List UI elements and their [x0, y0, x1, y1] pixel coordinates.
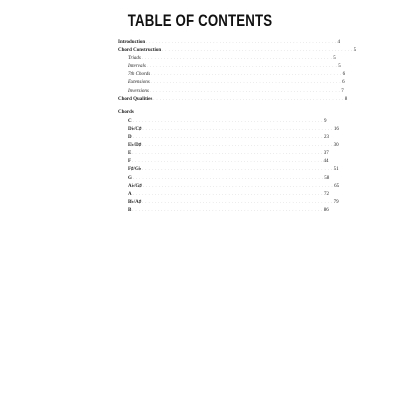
toc-page-number: 72 [324, 191, 330, 197]
toc-entry-chord-f-sharp[interactable] [118, 165, 339, 173]
toc-entry-label: Chord Construction [118, 48, 162, 54]
toc-page-number: 30 [333, 143, 339, 149]
toc-page-number: 4 [337, 40, 341, 45]
toc-entry-chord-ab[interactable] [118, 182, 340, 190]
toc-entry-label: B♭/A♯ [128, 199, 142, 205]
toc-entry-extensions[interactable] [118, 78, 345, 86]
toc-page-number: 16 [333, 126, 339, 132]
dot-leader: . . . . . . . . . . . . . . . . . . . . . . . . . . . . . . . . . . . . . . . . . . . . . . . . . . . . . . . . . . . . [162, 47, 353, 53]
toc-page-number: 23 [324, 135, 330, 141]
dot-leader: . . . . . . . . . . . . . . . . . . . . . . . . . . . . . . . . . . . . . . . . . . . . . . . . . . . . . . . . . . . . [153, 95, 344, 101]
toc-entry-chord-d[interactable] [118, 133, 330, 141]
dot-leader: . . . . . . . . . . . . . . . . . . . . . . . . . . . . . . . . . . . . . . . . . . . . . . . . . . . . . . . . . . . . [132, 150, 323, 156]
toc-entry-label: 7th Chords [128, 72, 151, 78]
toc-page-number: 51 [333, 167, 339, 173]
toc-page-number: 6 [342, 80, 345, 86]
toc-page-number: 5 [333, 56, 336, 62]
toc-entry-label: A [128, 191, 132, 197]
dot-leader: . . . . . . . . . . . . . . . . . . . . . . . . . . . . . . . . . . . . . . . . . . . . . . . . . . . . . . . . . . . . [146, 39, 337, 44]
toc-page-number: 8 [344, 96, 348, 102]
dot-leader: . . . . . . . . . . . . . . . . . . . . . . . . . . . . . . . . . . . . . . . . . . . . . . . . . . . . . . . . . . . . [141, 55, 333, 61]
toc-entry-label: G [128, 175, 132, 181]
toc-entry-label: A♭/G♯ [128, 183, 142, 189]
toc-entry-label: Introduction [118, 40, 146, 45]
toc-entry-label: Triads [128, 56, 141, 62]
toc-page-number: 37 [323, 151, 329, 157]
toc-entry-chord-g[interactable] [118, 174, 330, 182]
toc-entry-label: C [128, 118, 132, 124]
toc-entry-inversions[interactable] [118, 87, 344, 95]
dot-leader: . . . . . . . . . . . . . . . . . . . . . . . . . . . . . . . . . . . . . . . . . . . . . . . . . . . . . . . . . . . . [150, 79, 342, 85]
dot-leader: . . . . . . . . . . . . . . . . . . . . . . . . . . . . . . . . . . . . . . . . . . . . . . . . . . . . . . . . . . . . [132, 206, 323, 212]
toc-entry-label: Chord Qualities [118, 96, 153, 102]
toc-entry-introduction[interactable] [118, 38, 341, 46]
toc-page-number: 5 [353, 48, 357, 54]
dot-leader: . . . . . . . . . . . . . . . . . . . . . . . . . . . . . . . . . . . . . . . . . . . . . . . . . . . . . . . . . . . . [151, 71, 342, 77]
dot-leader: . . . . . . . . . . . . . . . . . . . . . . . . . . . . . . . . . . . . . . . . . . . . . . . . . . . . . . . . . . . . [132, 190, 324, 196]
toc-entry-intervals[interactable] [118, 62, 341, 70]
toc-entry-chord-e[interactable] [118, 149, 329, 157]
toc-page-number: 6 [342, 72, 346, 78]
page-title: TABLE OF CONTENTS [127, 11, 273, 30]
table-of-contents [118, 38, 357, 214]
dot-leader: . . . . . . . . . . . . . . . . . . . . . . . . . . . . . . . . . . . . . . . . . . . . . . . . . . . . . . . . . . . . [142, 125, 333, 131]
toc-entry-chord-qualities[interactable] [118, 95, 348, 103]
toc-entry-label: Inversions [128, 88, 149, 94]
dot-leader: . . . . . . . . . . . . . . . . . . . . . . . . . . . . . . . . . . . . . . . . . . . . . . . . . . . . . . . . . . . . [142, 166, 333, 172]
dot-leader: . . . . . . . . . . . . . . . . . . . . . . . . . . . . . . . . . . . . . . . . . . . . . . . . . . . . . . . . . . . . [132, 174, 324, 180]
toc-entry-label: B [128, 207, 132, 213]
toc-entry-triads[interactable] [118, 54, 336, 62]
dot-leader: . . . . . . . . . . . . . . . . . . . . . . . . . . . . . . . . . . . . . . . . . . . . . . . . . . . . . . . . . . . . [142, 198, 333, 204]
toc-page-number: 7 [341, 88, 344, 94]
toc-entry-label: E [128, 151, 132, 157]
toc-page-number: 44 [323, 159, 329, 165]
toc-entry-chord-a[interactable] [118, 190, 330, 198]
toc-entry-chord-construction[interactable] [118, 46, 357, 54]
dot-leader: . . . . . . . . . . . . . . . . . . . . . . . . . . . . . . . . . . . . . . . . . . . . . . . . . . . . . . . . . . . . [146, 63, 338, 69]
toc-entry-label: E♭/D♯ [128, 143, 142, 149]
toc-entry-label: D♭/C♯ [128, 126, 142, 132]
toc-entry-chord-eb[interactable] [118, 141, 339, 149]
dot-leader: . . . . . . . . . . . . . . . . . . . . . . . . . . . . . . . . . . . . . . . . . . . . . . . . . . . . . . . . . . . . [149, 87, 341, 93]
toc-entry-label: F [128, 159, 132, 165]
toc-page-number: 65 [334, 183, 340, 189]
toc-page-number: 9 [324, 118, 327, 124]
toc-entry-chord-c[interactable] [118, 117, 327, 125]
toc-page-number: 5 [338, 64, 341, 70]
toc-entry-chord-bb[interactable] [118, 198, 339, 206]
toc-entry-label: Intervals [128, 64, 146, 70]
dot-leader: . . . . . . . . . . . . . . . . . . . . . . . . . . . . . . . . . . . . . . . . . . . . . . . . . . . . . . . . . . . . [142, 182, 334, 188]
toc-entry-label: D [128, 135, 132, 141]
toc-page-number: 79 [333, 199, 339, 205]
dot-leader: . . . . . . . . . . . . . . . . . . . . . . . . . . . . . . . . . . . . . . . . . . . . . . . . . . . . . . . . . . . . [132, 158, 323, 164]
toc-entry-7th-chords[interactable] [118, 70, 346, 78]
toc-page-number: 86 [323, 207, 329, 213]
toc-page-number: 58 [324, 175, 330, 181]
toc-entry-chord-db[interactable] [118, 125, 339, 133]
chords-heading: Chords [118, 109, 134, 115]
dot-leader: . . . . . . . . . . . . . . . . . . . . . . . . . . . . . . . . . . . . . . . . . . . . . . . . . . . . . . . . . . . . [142, 142, 333, 148]
toc-entry-label: F♯/G♭ [128, 167, 142, 173]
toc-entry-chord-b[interactable] [118, 206, 329, 214]
dot-leader: . . . . . . . . . . . . . . . . . . . . . . . . . . . . . . . . . . . . . . . . . . . . . . . . . . . . . . . . . . . . [132, 134, 324, 140]
dot-leader: . . . . . . . . . . . . . . . . . . . . . . . . . . . . . . . . . . . . . . . . . . . . . . . . . . . . . . . . . . . . [132, 117, 324, 123]
toc-entry-label: Extensions [128, 80, 150, 86]
toc-entry-chord-f[interactable] [118, 157, 329, 165]
